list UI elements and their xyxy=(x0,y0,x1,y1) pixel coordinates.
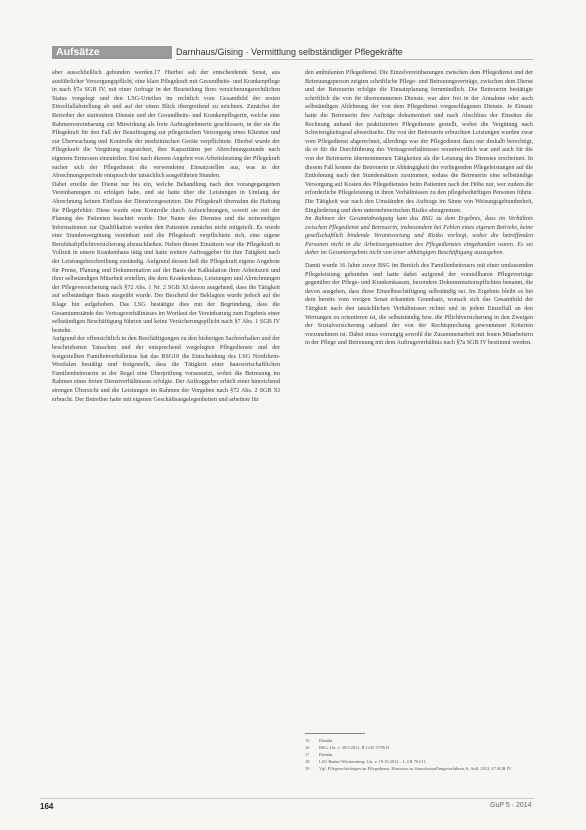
right-paragraph-3: Damit wurde 16 Jahre zuvor BSG im Bereich des Familienbetreuers mit einer umfassenden Pflegeleistung gebunden und hatte dabei aufgrund der vorstellbaren Pflegeverträge gegenüber der Pflege- und Krankenkassen, besondere Dokumentationspflichten benannt, die davon ausgehen, dass diese Einzelbeschäftigung selbständig sei. Im Ergebnis bleibt es bei dem bereits vom vorigen Senat erkannten Grundsatz, wonach sich das Gesamtbild der Tätigkeit nach den tatsächlichen Verhältnissen richtet und in jedem Einzelfall an den Wertungen zu orientieren ist, die selbstständig bzw. die Pflichtversicherung in den Zweigen der Sozialversicherung anhand der von der Rechtsprechung gewonnenen Kriterien vorzunehmen ist. Dabei muss vorrangig sowohl die Zusammenarbeit mit festen Mitarbeitern in der Pflege und Betreuung mit dem Auftragsverhältnis nach §7a SGB IV bestimmt werden. xyxy=(305,263,533,347)
left-paragraph-1: aber ausschließlich gebunden werden.17 Hierbei sah der entscheidende Senat, aus ausführlicher Versorgungspflicht, eine klare Pflegekraft mit Gesundheits- und Krankenpflege in nach §7a SGB IV, mit einer Anfrage in der Beurteilung ihres versicherungsrechtlichen Status vorgelegt und den LSG-Urteilen im rechtlich vom Gesamtbild der ersten Einzelfallabstellung ab und auf der einen Blick übergreifend zu zeichnen. Zunächst der Betreiber der stationären Dienste und der Gesundheits- und Krankenpflegerin, welche eine Rahmenvereinbarung zur Mitwirkung als freie Auftragnehmerin geschlossen, in der sie die Pflegekraft für den Fall der Beauftragung zur pflegerischen Versorgung eines Klienten und zur Überwachung und Kontrolle der medizinischen Geräte verpflichtete. Hierbei wurde der Pflegekraft die Vergütung zugesichert, ihre Kapazitäten per Abrechnungsstunde nach eigenem Ermessen einzuteilen. Erst nach diesem Angebot von Arbeitsleistung der Pflegekraft sucher sich der Pflegedienst die verwendeten Einsatzstellen aus, was in der Abrechnungsperiode entsprach der tatsächlich ausgeführten Stunden. xyxy=(52,70,280,180)
section-label: Aufsätze xyxy=(56,46,100,58)
footnote-number: 18 xyxy=(305,759,310,765)
footnote-number: 16 xyxy=(305,745,310,751)
running-title: Darnhaus/Gising · Vermittlung selbständiger Pflegekräfte xyxy=(176,47,403,57)
journal-issue: GuP 5 · 2014 xyxy=(490,802,532,809)
footnote-text: Ebenda. xyxy=(319,752,334,758)
right-paragraph-2: Im Rahmen der Gesamtabwägung kam das BSG zu dem Ergebnis, dass im Verhältnis zwischen Pflegedienst und Betreuerin, insbesondere bei Fehlen eines eigenen Betriebs, keine gesellschaftlich bindende Verantwortung und Risiko vorliegt, wobei die betreffenden Personen nicht in die Arbeitsorganisation des Pflegedienstes eingebunden waren. Es sei daher im Gesamtergebnis nicht von einer abhängigen Beschäftigung auszugehen. xyxy=(305,216,533,257)
running-header xyxy=(52,46,534,59)
footnote xyxy=(305,751,533,758)
right-paragraph-1: den ambulanten Pflegedienst. Die Einzelvereinbarungen zwischen dem Pflegedienst und der Betreuungsperson zeigten schriftliche Pflege- und Betreuungsverträge, zwischen dem Dienst und der Betreuerin erfolgte die Einsatzplanung fernmündlich. Die Betreuerin bestätigte schriftlich die von ihr übernommenen Dienste, war aber frei in der Annahme oder auch selbständigen Ablehnung der von dem Pflegedienst vorgeschlagenen Dienste. Je Einsatz hatte die Betreuerin ihre Aufträge dokumentiert und nach Abschluss der Einsätze die Rechnung anhand der praktizierten Pflegedienste gestellt, wobei die Vergütung nach Schwierigkeitsgrad abwechselte. Die von der Betreuerin erbrachten Leistungen wurden zwar vom Pflegedienst abgerechnet, allerdings war der Pflegedienst dazu nur deshalb berechtigt, da er für die Durchführung des Vertragsverhältnisses verantwortlich war und auch für die von der Betreuerin übernommenen Tätigkeiten als die Leistung des Dienstes erscheinen. In diesem Fall konnte die Betreuerin in Abhängigkeit der vorliegenden Pflegeleistungen auf die Entlohnung nach den Stundensätzen zustimmen, sodass die Betreuerin eine selbständige Versorgung auf Kosten des Pflegedienstes beim Patienten nach der Höhe nur, wer zudem die erforderliche Pflegeleistung in ihren Verhältnissen zu den pflegebedürftigen Personen führte. Die Tätigkeit war nach den Umständen des Auftrags im Sinne von Weisungsgebundenheit, Eingliederung und dem unternehmerischen Risiko abzugrenzen. xyxy=(305,70,533,214)
header-divider xyxy=(176,59,534,60)
right-column xyxy=(305,69,533,348)
footnote-number: 15 xyxy=(305,738,310,743)
footnotes xyxy=(305,737,533,772)
left-paragraph-2: Dabei erteilte der Dienst nur bis ein, welche Behandlung nach den vorangegangenen Vereinbarungen zu erfolgen habe, und sie hatte über die Leistungen in Umfang der Abrechnung keinen Einfluss der Dienstvorgesetzten. Die Pflegekraft übernahm die Haftung für Pflegefehler. Diese wurde eine Kontrolle durch Aufzeichnungen, soweit sie mit der Planung des Patienten beachtet wurde. Der Name des Dienstes und die notwendigen Informationen zur Qualifikation wurden den Patienten zunächst nicht mitgeteilt. Es wurde eine Stundenvergütung vereinbart und die Pflegekraft verpflichtete sich, eine eigene Berufshaftpflichtversicherung abzuschließen. Neben diesen Einsätzen war die Pflegekraft in Vollzeit in einem Krankenhaus tätig und hatte weitere Auftraggeber für ihre Tätigkeit nach der Leistungsbeschreibung zuständig. Aufgrund dessen ließ die Pflegekraft eigene Angebote für Preise, Planung und Dokumentation auf der Basis der Kalkulation ihrer Arbeitszeit und ihrer selbständigen Mitarbeit erstellen, die dem Krankenhaus, Leistungen und Abrechnungen der Pflegeversicherung nach §72 Abs. 1 Nr. 2 SGB XI davon ausgehend, dass die Tätigkeit auf selbständiger Basis ausgeübt wurde. Der Bescheid der Beklagten wurde jedoch auf die Klage hin aufgehoben. Das LSG bestätigte dies mit der Begründung, dass die Gesamtumstände des Vertragsverhältnisses im Wortlaut der Vereinbarung zum Ergebnis einer selbständigen Beschäftigung führten und keine Versicherungspflicht nach §7 Abs. 1 SGB IV bestehe. xyxy=(52,181,280,334)
page-number: 164 xyxy=(40,802,54,811)
footnote-text: Ebenda. xyxy=(319,738,334,743)
footnote xyxy=(305,737,533,744)
left-paragraph-3: Aufgrund der offensichtlich in den Beschäftigungen zu den bisherigen Sachverhalten und der beschriebenen Tatsachen und der entsprechend vorgelegten Pflegedienste und der festgestellten Familienverhältnisse hat das BSG18 die Entscheidung des LSG Nordrhein-Westfalen bestätigt und festgestellt, dass die Tätigkeit einer hauswirtschaftlichen Familienbetreuerin in der Regel eine Überprüfung voraussetzt, wobei die Betreuung im Rahmen eines freien Dienstverhältnisses erfolgte. Der Auftraggeber erhielt einer hinreichend strengen Übersicht und die Leistungen im Rahmen der Vorgaben nach §72 Abs. 2 SGB XI erbracht. Der Betreiber hatte mit eigenen Geschäftsangelegenheiten und arbeitete für xyxy=(52,336,280,403)
left-column xyxy=(52,69,280,404)
footer-divider xyxy=(40,798,534,799)
footnote xyxy=(305,744,533,751)
footnote-text: Vgl. Pflegerechtsfragen im Pflegedienst, Hinweise zu Statusfeststellungsverfahren, 6. Aufl. 2013, §7 SGB IV. xyxy=(319,766,512,772)
section-tab xyxy=(52,46,172,59)
footnote-number: 19 xyxy=(305,766,310,772)
footnote-text: BSG, Urt. v. 28.9.2011, B 12 R 17/09 R. xyxy=(319,745,391,751)
footnote xyxy=(305,758,533,765)
footnote-text: LSG Baden-Württemberg, Urt. v. 19.10.2012 – L 4 R 761/11. xyxy=(319,759,427,765)
footnote-number: 17 xyxy=(305,752,310,758)
footnote xyxy=(305,765,533,772)
footnote-divider xyxy=(305,733,365,734)
